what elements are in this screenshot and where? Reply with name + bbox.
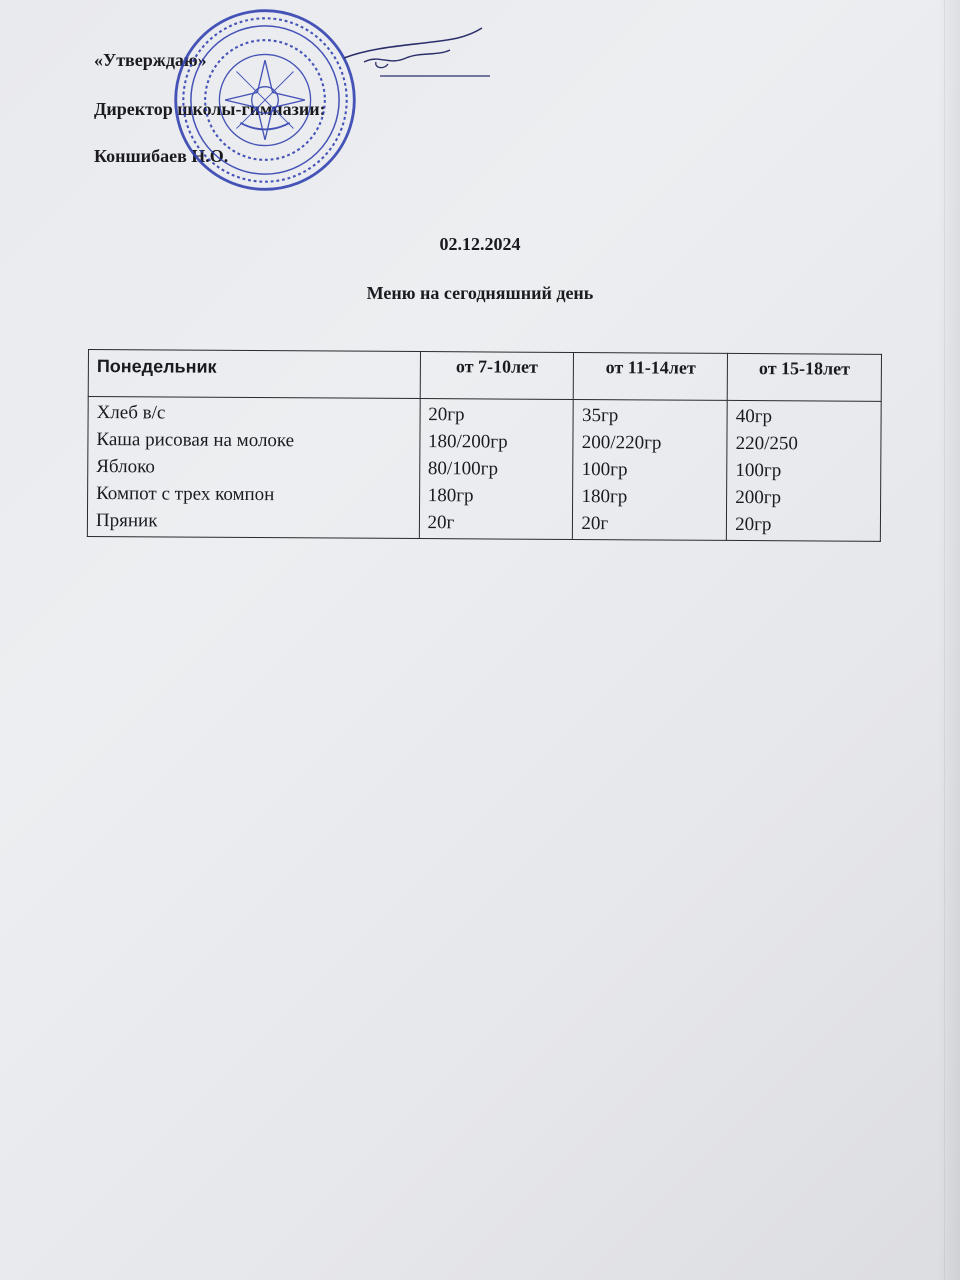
portion-cell-7-10 <box>419 399 574 540</box>
header-day: Понедельник <box>88 350 420 399</box>
menu-table <box>87 349 882 542</box>
round-seal-icon <box>170 5 360 195</box>
portion-cell-11-14 <box>573 399 728 540</box>
portion-value: 200гр <box>735 486 782 509</box>
table-header-row <box>88 350 881 402</box>
header-age-15-18: от 15-18лет <box>727 353 881 401</box>
portion-value: 180/200гр <box>428 431 508 453</box>
director-name: Коншибаев Н.О. <box>94 146 229 166</box>
director-title: Директор школы-гимназии: <box>94 99 326 119</box>
food-item: Пряник <box>95 510 158 532</box>
portion-value: 40гр <box>735 405 773 428</box>
portion-value: 100гр <box>581 459 628 481</box>
food-items-cell <box>87 397 419 539</box>
approval-heading: «Утверждаю» <box>94 50 207 70</box>
portion-cell-15-18 <box>727 400 882 541</box>
food-item: Компот с трех компон <box>96 483 275 506</box>
handwritten-signature-icon <box>340 18 500 78</box>
portion-value: 180гр <box>581 486 628 508</box>
portion-value: 80/100гр <box>427 458 499 480</box>
portion-value: 100гр <box>735 459 782 482</box>
portion-value: 200/220гр <box>581 432 662 454</box>
menu-title: Меню на сегодняшний день <box>366 283 594 303</box>
portion-value: 20г <box>427 512 455 534</box>
portion-value: 20гр <box>428 404 465 426</box>
food-item: Яблоко <box>96 456 155 478</box>
header-age-11-14: от 11-14лет <box>574 352 728 400</box>
food-item: Каша рисовая на молоке <box>96 429 295 452</box>
page-edge-shadow <box>938 0 960 1280</box>
portion-value: 35гр <box>581 405 619 427</box>
portion-value: 20г <box>581 513 609 535</box>
portion-value: 220/250 <box>735 432 798 455</box>
page-fold-line <box>944 0 945 1280</box>
portion-value: 20гр <box>735 513 772 536</box>
menu-date: 02.12.2024 <box>439 234 521 254</box>
table-row <box>87 397 881 542</box>
food-item: Хлеб в/с <box>96 402 166 424</box>
portion-value: 180гр <box>427 485 474 507</box>
header-age-7-10: от 7-10лет <box>420 352 574 400</box>
